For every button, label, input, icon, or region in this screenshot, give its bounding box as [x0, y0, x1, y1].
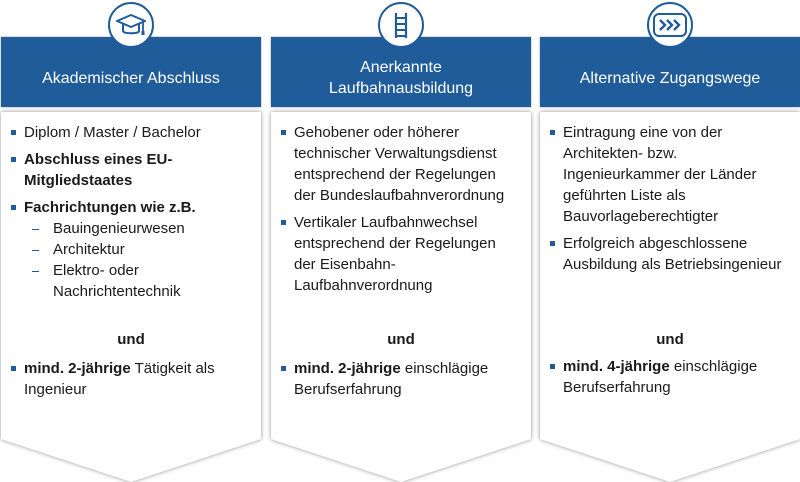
list-item: Diplom / Master / Bachelor [11, 122, 251, 143]
list-item: Erfolgreich abgeschlossene Ausbildung als Betriebsingenieur [550, 233, 790, 275]
forward-chevrons-icon [647, 2, 693, 48]
requirement-item: mind. 4-jährige einschlägige Berufserfahrung [550, 356, 800, 398]
sub-list-item: Elektro- oder Nachrichtentechnik [11, 260, 251, 302]
ladder-icon [378, 2, 424, 48]
column-header: Anerkannte Laufbahnausbildung [271, 37, 531, 107]
list-item: Gehobener oder höherer technischer Verwaltungsdienst entsprechend der Regelungen der Bundeslaufbahnverordnung [281, 122, 521, 206]
connector-und: und [656, 331, 684, 348]
connector-und: und [117, 331, 145, 348]
requirement-item: mind. 2-jährige Tätigkeit als Ingenieur [11, 358, 264, 400]
card [1, 112, 261, 482]
list-item: Eintragung eine von der Architekten- bzw. Ingenieurkammer der Länder geführten Liste als Bauvorlageberechtigter [550, 122, 790, 227]
column-alternative-paths [540, 0, 800, 482]
connector-und: und [387, 331, 415, 348]
list-item: Vertikaler Laufbahnwechsel entsprechend der Regelungen der Eisenbahn-Laufbahnverordnung [281, 212, 521, 296]
graduation-cap-icon [108, 2, 154, 48]
requirement-item: mind. 2-jährige einschlägige Berufserfahrung [281, 358, 534, 400]
sub-list-item: Bauingenieurwesen [11, 218, 251, 239]
column-career-training [271, 0, 531, 482]
card [271, 112, 531, 482]
column-header: Akademischer Abschluss [1, 37, 261, 107]
list-item: Fachrichtungen wie z.B. [11, 197, 251, 218]
column-academic-degree [1, 0, 261, 482]
card-content [281, 122, 521, 302]
list-item: Abschluss eines EU-Mitgliedstaates [11, 149, 251, 191]
card-content [550, 122, 790, 281]
card-content [11, 122, 251, 302]
card [540, 112, 800, 482]
sub-list-item: Architektur [11, 239, 251, 260]
column-header: Alternative Zugangswege [540, 37, 800, 107]
